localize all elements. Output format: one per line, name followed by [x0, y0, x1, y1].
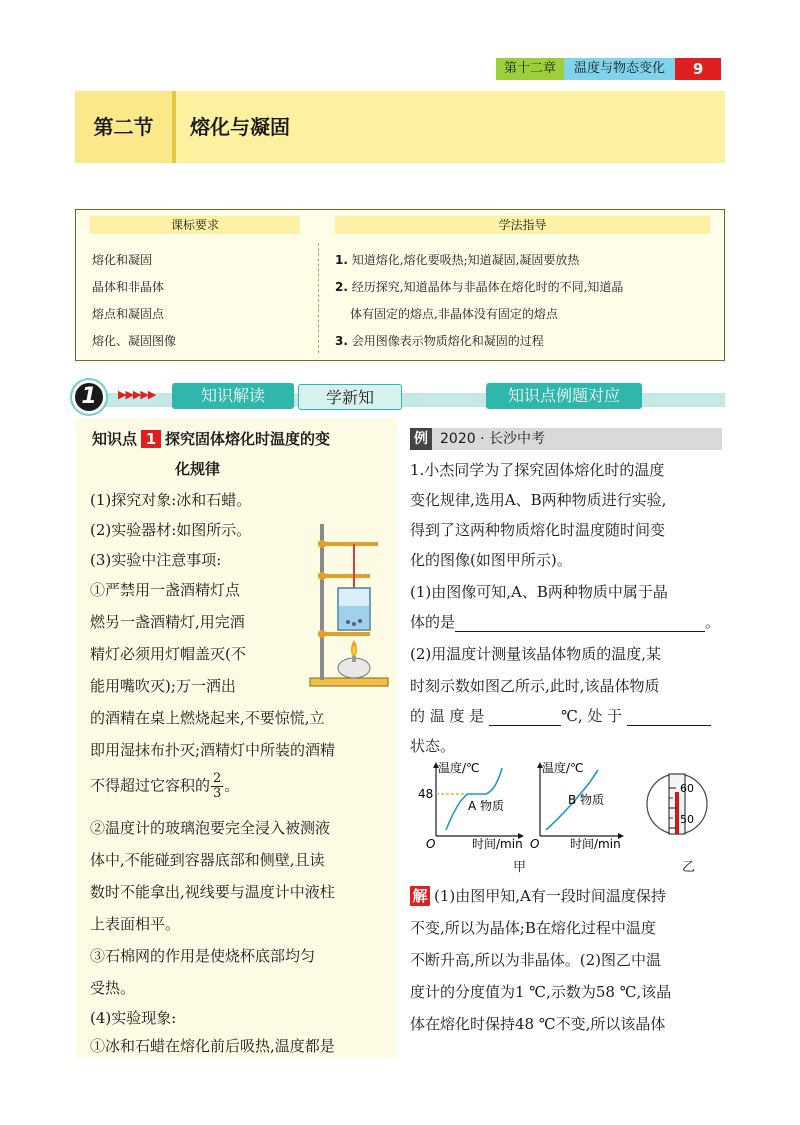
chapter-title: 温度与物态变化	[564, 58, 675, 80]
knowledge-fraction-line	[90, 772, 239, 801]
knowledge-line: ①严禁用一盏酒精灯点	[90, 581, 241, 599]
req-left-item: 晶体和非晶体	[92, 280, 165, 294]
knowledge-line: (3)实验中注意事项:	[90, 551, 222, 569]
knowledge-line: (4)实验现象:	[90, 1009, 177, 1027]
knowledge-line: 数时不能拿出,视线要与温度计中液柱	[90, 883, 335, 901]
question-blank-line	[410, 612, 720, 632]
page-number: 9	[675, 58, 721, 80]
req-left-item: 熔化和凝固	[92, 253, 153, 267]
knowledge-line: 受热。	[90, 979, 136, 997]
fraction-den: 3	[213, 786, 222, 801]
knowledge-title	[92, 428, 330, 449]
fraction-pre: 不得超过它容积的	[90, 776, 211, 795]
caption-a: 甲	[513, 860, 527, 875]
blank1-post: 。	[705, 613, 721, 631]
thermometer	[646, 768, 708, 840]
req-divider	[318, 243, 319, 353]
question-line: 化的图像(如图甲所示)。	[410, 551, 572, 569]
question-line: (1)由图像可知,A、B两种物质中属于晶	[410, 583, 668, 601]
question-state: 状态。	[410, 737, 456, 755]
graph-a-mark: 48	[418, 787, 434, 801]
knowledge-line: (2)实验器材:如图所示。	[90, 521, 252, 539]
knowledge-line: 即用湿抹布扑灭;酒精灯中所装的酒精	[90, 741, 336, 759]
knowledge-line: 燃另一盏酒精灯,用完酒	[90, 613, 245, 631]
knowledge-line: (1)探究对象:冰和石蜡。	[90, 491, 252, 509]
solution-line: 不断升高,所以为非晶体。(2)图乙中温	[410, 951, 662, 969]
graph-a-ylabel: 温度/℃	[438, 761, 480, 775]
question-line: 时刻示数如图乙所示,此时,该晶体物质	[410, 677, 660, 695]
page-header	[496, 58, 721, 80]
req-right-line	[335, 332, 544, 349]
req-text: 会用图像表示物质熔化和凝固的过程	[351, 334, 544, 348]
section-number: 第二节	[93, 115, 154, 139]
graph-b-origin: O	[530, 837, 540, 850]
req-right-line	[350, 305, 558, 322]
graph-b-ylabel: 温度/℃	[542, 761, 584, 775]
solution-first-line	[410, 886, 666, 906]
knowledge-line: 上表面相平。	[90, 915, 181, 933]
req-num: 3.	[335, 334, 348, 348]
knowledge-line: 体中,不能碰到容器底部和侧壁,且读	[90, 851, 325, 869]
graph-b	[528, 760, 628, 850]
req-num: 1.	[335, 253, 348, 267]
section-title: 熔化与凝固	[190, 115, 290, 139]
blank1-pre: 体的是	[410, 613, 456, 631]
arrows-icon: ▶▶▶▶▶	[118, 388, 156, 401]
question-line: 变化规律,选用A、B两种物质进行实验,	[410, 491, 667, 509]
temp-mid: ℃, 处 于	[561, 707, 623, 725]
req-text: 经历探究,知道晶体与非晶体在熔化时的不同,知道晶	[351, 280, 624, 294]
knowledge-line: 能用嘴吹灭);万一洒出	[90, 677, 236, 695]
solution-line: (1)由图甲知,A有一段时间温度保持	[434, 887, 666, 905]
thermo-tick-top: 60	[680, 782, 694, 795]
graph-a-xlabel: 时间/min	[472, 837, 523, 850]
answer-blank-state[interactable]	[627, 710, 711, 726]
question-line: 得到了这两种物质熔化时温度随时间变	[410, 521, 666, 539]
answer-blank-temp[interactable]	[489, 710, 561, 726]
req-text: 体有固定的熔点,非晶体没有固定的熔点	[350, 307, 558, 321]
graph-a-origin: O	[426, 837, 436, 850]
knowledge-title-b: 化规律	[175, 460, 221, 478]
req-right-header: 学法指导	[335, 216, 710, 234]
tab-learn-new: 学新知	[298, 384, 402, 410]
question-line: 1.小杰同学为了探究固体熔化时的温度	[410, 461, 665, 479]
req-right-line	[335, 251, 579, 268]
graph-a-curve-label: A 物质	[468, 799, 505, 813]
tab-examples: 知识点例题对应	[486, 383, 642, 409]
knowledge-number: 1	[141, 430, 161, 448]
question-temp-line	[410, 706, 711, 726]
knowledge-line: ③石棉网的作用是使烧杯底部均匀	[90, 947, 316, 965]
req-text: 知道熔化,熔化要吸热;知道凝固,凝固要放热	[351, 253, 580, 267]
example-tag: 例	[410, 428, 432, 450]
example-source: 2020 · 长沙中考	[440, 431, 545, 447]
chapter-label: 第十二章	[496, 58, 564, 80]
caption-b: 乙	[682, 860, 696, 875]
req-left-item: 熔点和凝固点	[92, 307, 165, 321]
solution-line: 不变,所以为晶体;B在熔化过程中温度	[410, 919, 656, 937]
knowledge-line: ②温度计的玻璃泡要完全浸入被测液	[90, 819, 331, 837]
req-left-header: 课标要求	[90, 216, 300, 234]
knowledge-line: ①冰和石蜡在熔化前后吸热,温度都是	[90, 1037, 335, 1055]
graph-b-curve-label: B 物质	[568, 793, 605, 807]
fraction	[211, 772, 223, 801]
fraction-post: 。	[224, 776, 240, 795]
apparatus-illustration	[308, 518, 392, 688]
knowledge-label: 知识点	[92, 430, 138, 448]
solution-line: 体在熔化时保持48 ℃不变,所以该晶体	[410, 1015, 666, 1033]
banner-number: 1	[72, 380, 106, 414]
example-header	[410, 428, 722, 450]
solution-line: 度计的分度值为1 ℃,示数为58 ℃,该晶	[410, 983, 672, 1001]
knowledge-line: 的酒精在桌上燃烧起来,不要惊慌,立	[90, 709, 325, 727]
req-left-item: 熔化、凝固图像	[92, 334, 177, 348]
temp-pre: 的 温 度 是	[410, 707, 485, 725]
tab-knowledge: 知识解读	[172, 383, 294, 409]
graph-b-xlabel: 时间/min	[570, 837, 621, 850]
thermo-tick-bottom: 50	[680, 813, 694, 826]
fraction-num: 2	[213, 771, 222, 786]
graph-a	[416, 760, 528, 850]
knowledge-line: 精灯必须用灯帽盖灭(不	[90, 645, 246, 663]
answer-blank-1[interactable]	[455, 616, 705, 632]
req-num: 2.	[335, 280, 348, 294]
question-line: (2)用温度计测量该晶体物质的温度,某	[410, 645, 662, 663]
solution-tag: 解	[410, 886, 430, 906]
knowledge-title-a: 探究固体熔化时温度的变	[165, 430, 331, 448]
req-right-line	[335, 278, 623, 295]
